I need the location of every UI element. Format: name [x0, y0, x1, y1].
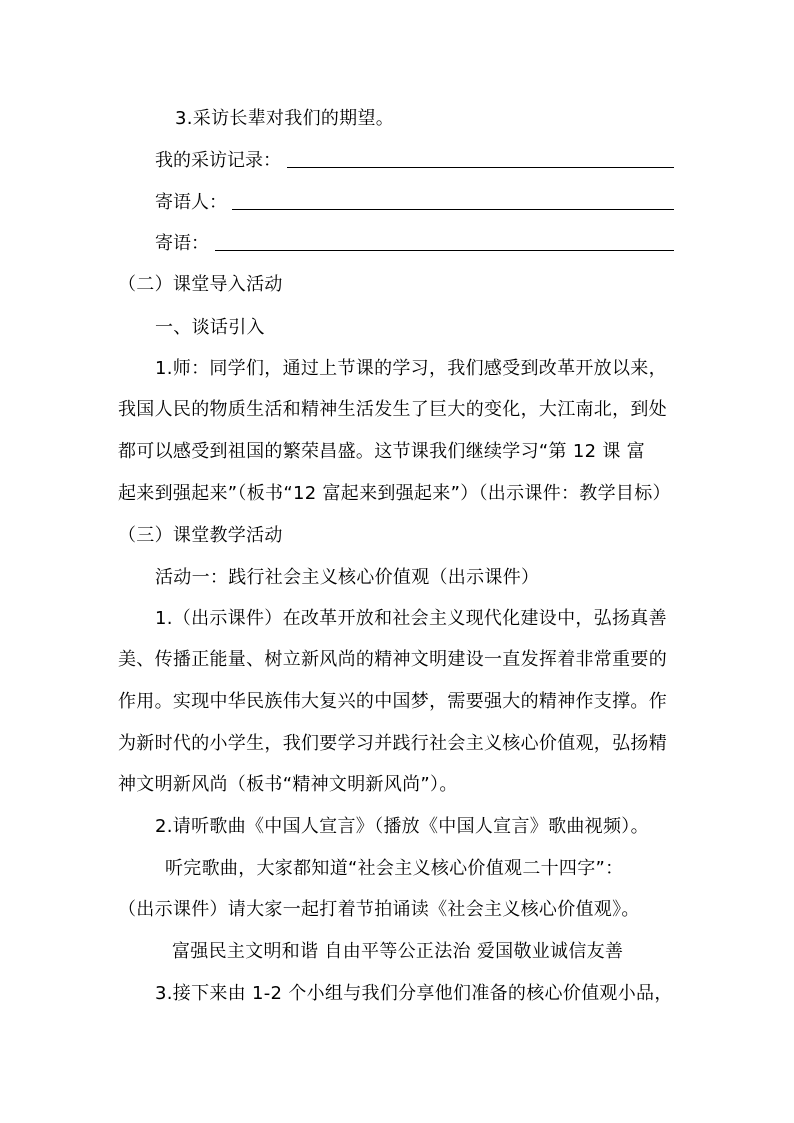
- interview-record-blank[interactable]: [287, 167, 674, 168]
- paragraph-line: 为新时代的小学生，我们要学习并践行社会主义核心价值观，弘扬精: [118, 733, 667, 754]
- paragraph-line: 1.（出示课件）在改革开放和社会主义现代化建设中，弘扬真善: [155, 608, 667, 629]
- activity-one-heading: 活动一：践行社会主义核心价值观（出示课件）: [155, 567, 540, 588]
- paragraph-line: 2.请听歌曲《中国人宣言》（播放《中国人宣言》歌曲视频）。: [155, 816, 649, 837]
- paragraph-line: 听完歌曲，大家都知道“社会主义核心价值观二十四字”：: [165, 858, 624, 879]
- section-heading-class-intro: （二）课堂导入活动: [118, 274, 283, 295]
- message-label: 寄语：: [155, 233, 209, 254]
- core-values-line: 富强民主文明和谐 自由平等公正法治 爱国敬业诚信友善: [172, 941, 624, 962]
- message-sender-blank[interactable]: [232, 209, 674, 210]
- paragraph-line: 神文明新风尚（板书“精神文明新风尚”）。: [118, 774, 458, 795]
- message-sender-label: 寄语人：: [155, 192, 227, 213]
- paragraph-line: 起来到强起来”（板书“12 富起来到强起来”）（出示课件：教学目标）: [118, 483, 671, 504]
- subheading-talk-intro: 一、谈话引入: [155, 317, 265, 338]
- paragraph-line: 都可以感受到祖国的繁荣昌盛。这节课我们继续学习“第 12 课 富: [118, 441, 645, 462]
- paragraph-line: 美、传播正能量、树立新风尚的精神文明建设一直发挥着非常重要的: [118, 649, 667, 670]
- paragraph-line: （出示课件）请大家一起打着节拍诵读《社会主义核心价值观》。: [118, 899, 640, 920]
- interview-record-label: 我的采访记录：: [155, 150, 281, 171]
- item-interview-expectation: 3.采访长辈对我们的期望。: [175, 108, 395, 129]
- message-blank[interactable]: [215, 250, 674, 251]
- paragraph-line: 我国人民的物质生活和精神生活发生了巨大的变化，大江南北，到处: [118, 399, 667, 420]
- paragraph-line: 作用。实现中华民族伟大复兴的中国梦，需要强大的精神作支撑。作: [118, 691, 667, 712]
- paragraph-line: 1.师：同学们，通过上节课的学习，我们感受到改革开放以来，: [155, 358, 667, 379]
- section-heading-teaching: （三）课堂教学活动: [118, 525, 283, 546]
- paragraph-line: 3.接下来由 1-2 个小组与我们分享他们准备的核心价值观小品，: [155, 983, 673, 1004]
